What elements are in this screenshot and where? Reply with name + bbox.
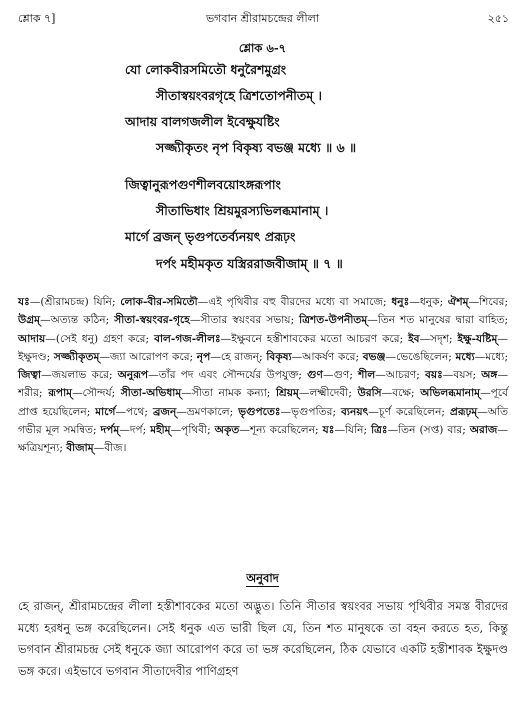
- synonym-term: ইব: [408, 332, 420, 345]
- synonym-term: দর্পম্: [100, 424, 120, 437]
- synonym-term: যঃ: [322, 424, 335, 437]
- synonym-term: ভৃগুপতেঃ: [238, 405, 281, 418]
- synonym-term: মহীম্: [150, 424, 171, 437]
- synonym-meaning: লক্ষ্মীদেবী: [309, 387, 349, 400]
- synonym-term: ব্রজন্: [152, 405, 177, 418]
- synonym-term: মার্গে: [95, 405, 116, 418]
- synonym-meaning: অত্যন্ত কঠিন: [50, 314, 106, 327]
- synonym-meaning: ইক্ষুবনে হস্তীশাবকের মতো আচরণ করে: [231, 332, 400, 345]
- synonym-meaning: ভেঙেছিলেন: [396, 350, 449, 363]
- synonym-term: ত্রিঃ: [371, 424, 388, 437]
- header-chapter-title: ভগবান শ্রীরামচন্দ্রের লীলা: [205, 12, 320, 25]
- synonym-term: উগ্রম্: [18, 314, 41, 327]
- synonym-term: বভঞ্জ: [362, 350, 386, 363]
- verse-line: দর্পং মহীমকৃত যস্ত্রিররাজবীজাম্ ॥ ৭ ॥: [156, 256, 343, 271]
- synonym-meaning: তিন (সপ্ত) বার: [398, 424, 463, 437]
- synonym-term: ত্রিশত-উপনীতম্: [299, 314, 368, 327]
- synonym-term: সজ্জ্যীকৃতম্: [53, 350, 100, 363]
- synonym-term: লোক-বীর-সমিতৌ: [120, 296, 198, 308]
- synonym-meaning: জয়লাভ করে: [51, 369, 109, 382]
- synonym-term: গুণ: [307, 369, 323, 382]
- synonym-term: ব্যনয়ৎ: [341, 405, 369, 418]
- translation-title: অনুবাদ: [246, 571, 279, 585]
- synonym-meaning: আচরণ: [385, 369, 417, 382]
- synonym-meaning: (সেই ধনু) গ্রহণ করে: [55, 332, 146, 345]
- synonym-meaning: ধনুক: [419, 296, 440, 308]
- synonym-meaning: বক্ষে: [392, 387, 412, 400]
- header-verse-ref: শ্লোক ৭]: [18, 12, 56, 25]
- verse-line: জিত্বানুরূপগুণশীলবয়োঽঙ্গরূপাং: [125, 177, 281, 192]
- synonym-term: জিত্বা: [18, 369, 42, 382]
- synonym-meaning: ইক্ষুদণ্ড: [18, 350, 47, 363]
- synonym-term: অনুরূপ: [117, 369, 149, 382]
- verse-line: মার্গে ব্রজন্ ভৃগুপতের্ব্যনয়ৎ প্ররূঢ়ং: [125, 229, 296, 244]
- synonym-meaning: দর্প: [129, 424, 143, 437]
- synonym-term: প্ররূঢ়ম্: [449, 405, 478, 418]
- synonym-term: বাল-গজ-লীলঃ: [154, 332, 221, 345]
- synonym-meaning: পৃথিবী: [181, 424, 208, 437]
- synonym-meaning: (শ্রীরামচন্দ্র) যিনি: [40, 296, 112, 308]
- synonym-meaning: সদৃশ: [430, 332, 449, 345]
- synonym-meaning: আকর্ষণ করে: [302, 350, 356, 363]
- verse-line: সীতাস্বয়ংবরগৃহে ত্রিশতোপনীতম্ ।: [156, 88, 323, 103]
- synonyms-paragraph: যঃ—(শ্রীরামচন্দ্র) যিনি; লোক-বীর-সমিতৌ—এই পৃথিবীর বহু বীরদের মধ্যে বা সমাজে; ধনুঃ—ধনুক; ঐশম্—শিবের; উগ্রম্—অত্যন্ত কঠিন; সীতা-স্বয়ংবর-গৃহে—সীতার স্বয়ংবর সভায়; ত্রিশত-উপনীতম্—তিন শত মানুষের দ্বারা বাহিত; আদায়—(সেই ধনু) গ্রহণ করে; বাল-গজ-লীলঃ—ইক্ষুবনে হস্তীশাবকের মতো আচরণ করে; ইব—সদৃশ; ইক্ষু-যষ্টিম্—ইক্ষুদণ্ড; সজ্জ্যীকৃতম্—জ্যা আরোপণ করে; নৃপ—হে রাজন্; বিকৃষ্য—আকর্ষণ করে; বভঞ্জ—ভেঙেছিলেন; মধ্যে—মধ্যে; জিত্বা—জয়লাভ করে; অনুরূপ—তাঁর পদ এবং সৌন্দর্যের উপযুক্ত; গুণ—গুণ; শীল—আচরণ; বয়ঃ—বয়স; অঙ্গ—শরীর; রূপাম্—সৌন্দর্য; সীতা-অভিধাম্—সীতা নামক কন্যা; শ্রিয়ম্—লক্ষ্মীদেবী; উরসি—বক্ষে; অভিলব্ধমানাম্—পূর্বে প্রাপ্ত হয়েছিলেন; মার্গে—পথে; ব্রজন্—ভ্রমণকালে; ভৃগুপতেঃ—ভৃগুপতির; ব্যনয়ৎ—চূর্ণ করেছিলেন; প্ররূঢ়ম্—অতি গভীর মূল সমন্বিত; দর্পম্—দর্প; মহীম্—পৃথিবী; অকৃত—শূন্য করেছিলেন; যঃ—যিনি; ত্রিঃ—তিন (সপ্ত) বার; অরাজ—ক্ষত্রিয়শূন্য; বীজাম্—বীজ।: [18, 296, 509, 455]
- synonym-term: বয়ঃ: [424, 369, 443, 382]
- synonym-term: সীতা-অভিধাম্: [120, 387, 182, 400]
- synonym-term: রূপাম্: [48, 387, 73, 400]
- verse-line: আদায় বালগজলীল ইবেক্ষুযষ্টিং: [125, 114, 280, 129]
- synonym-meaning: সীতার স্বয়ংবর সভায়: [200, 314, 291, 327]
- synonym-term: শ্রিয়ম্: [276, 387, 299, 400]
- synonym-term: আদায়: [18, 332, 46, 345]
- synonym-meaning: যিনি: [344, 424, 364, 437]
- verse-line: সজ্জ্যীকৃতং নৃপ বিকৃষ্য বভঞ্জ মধ্যে ॥ ৬ ॥: [156, 140, 357, 155]
- synonym-term: সীতা-স্বয়ংবর-গৃহে: [114, 314, 190, 327]
- synonym-meaning: চূর্ণ করেছিলেন: [378, 405, 442, 418]
- synonym-term: নৃপ: [196, 350, 211, 363]
- synonym-term: অভিলব্ধমানাম্: [420, 387, 481, 400]
- synonym-term: বিকৃষ্য: [266, 350, 292, 363]
- verse-line: সীতাভিধাং শ্রিয়মুরস্যভিলব্ধমানাম্ ।: [156, 203, 329, 218]
- synonym-meaning: পূর্বে প্রাপ্ত হয়েছিলেন: [18, 387, 509, 418]
- translation-heading: [0, 570, 525, 589]
- synonym-term: ইক্ষু-যষ্টিম্: [457, 332, 498, 345]
- synonym-term: ধনুঃ: [391, 296, 410, 308]
- synonym-term: অকৃত: [214, 424, 240, 437]
- synonym-term: ঐশম্: [447, 296, 469, 308]
- synonym-meaning: বীজ।: [104, 442, 127, 455]
- synonym-meaning: ভ্রমণকালে: [186, 405, 230, 418]
- synonym-meaning: সৌন্দর্য: [82, 387, 112, 400]
- verse-line: যো লোকবীরসমিতৌ ধনুরৈশমুগ্রং: [125, 62, 287, 77]
- synonym-meaning: এই পৃথিবীর বহু বীরদের মধ্যে বা সমাজে: [208, 296, 384, 308]
- verse-label: শ্লোক ৬-৭: [238, 41, 287, 55]
- synonym-meaning: বয়স: [453, 369, 473, 382]
- synonym-meaning: ক্ষত্রিয়শূন্য: [18, 442, 60, 455]
- translation-paragraph: হে রাজন্, শ্রীরামচন্দ্রের লীলা হস্তীশাবকের মতো অদ্ভুত। তিনি সীতার স্বয়ংবর সভায় পৃথিবীর সমস্ত বীরদের মধ্যে হরধনু ভঙ্গ করেছিলেন। সেই ধনুক এত ভারী ছিল যে, তিন শত মানুষকে তা বহন করতে হত, কিন্তু ভগবান শ্রীরামচন্দ্র সেই ধনুকে জ্যা আরোপণ করে তা ভঙ্গ করেছিলেন, ঠিক যেভাবে একটি হস্তীশাবক ইক্ষুদণ্ড ভঙ্গ করে। এইভাবে ভগবান সীতাদেবীর পাণিগ্রহণ: [18, 599, 508, 678]
- synonym-meaning: ভৃগুপতির: [291, 405, 333, 418]
- synonym-meaning: তাঁর পদ এবং সৌন্দর্যের উপযুক্ত: [158, 369, 299, 382]
- synonym-meaning: গুণ: [333, 369, 350, 382]
- synonym-meaning: তিন শত মানুষের দ্বারা বাহিত: [377, 314, 505, 327]
- synonym-meaning: শিবের: [479, 296, 505, 308]
- synonym-meaning: জ্যা আরোপণ করে: [109, 350, 190, 363]
- synonym-meaning: অতি গভীর মূল সমন্বিত: [18, 405, 509, 437]
- header-page-number: ২৫১: [487, 12, 509, 25]
- synonym-term: মধ্যে: [455, 350, 475, 363]
- synonym-term: অঙ্গ: [481, 369, 498, 382]
- synonym-meaning: পথে: [126, 405, 145, 418]
- synonym-meaning: শরীর: [18, 387, 39, 400]
- synonym-meaning: শূন্য করেছিলেন: [249, 424, 316, 437]
- synonym-term: যঃ: [18, 296, 30, 308]
- synonym-meaning: সীতা নামক কন্যা: [191, 387, 267, 400]
- synonym-term: শীল: [358, 369, 376, 382]
- synonym-meaning: হে রাজন্: [220, 350, 260, 363]
- synonym-term: অরাজ: [469, 424, 498, 437]
- synonym-term: উরসি: [357, 387, 382, 400]
- synonym-meaning: মধ্যে: [485, 350, 505, 363]
- synonym-term: বীজাম্: [66, 442, 94, 455]
